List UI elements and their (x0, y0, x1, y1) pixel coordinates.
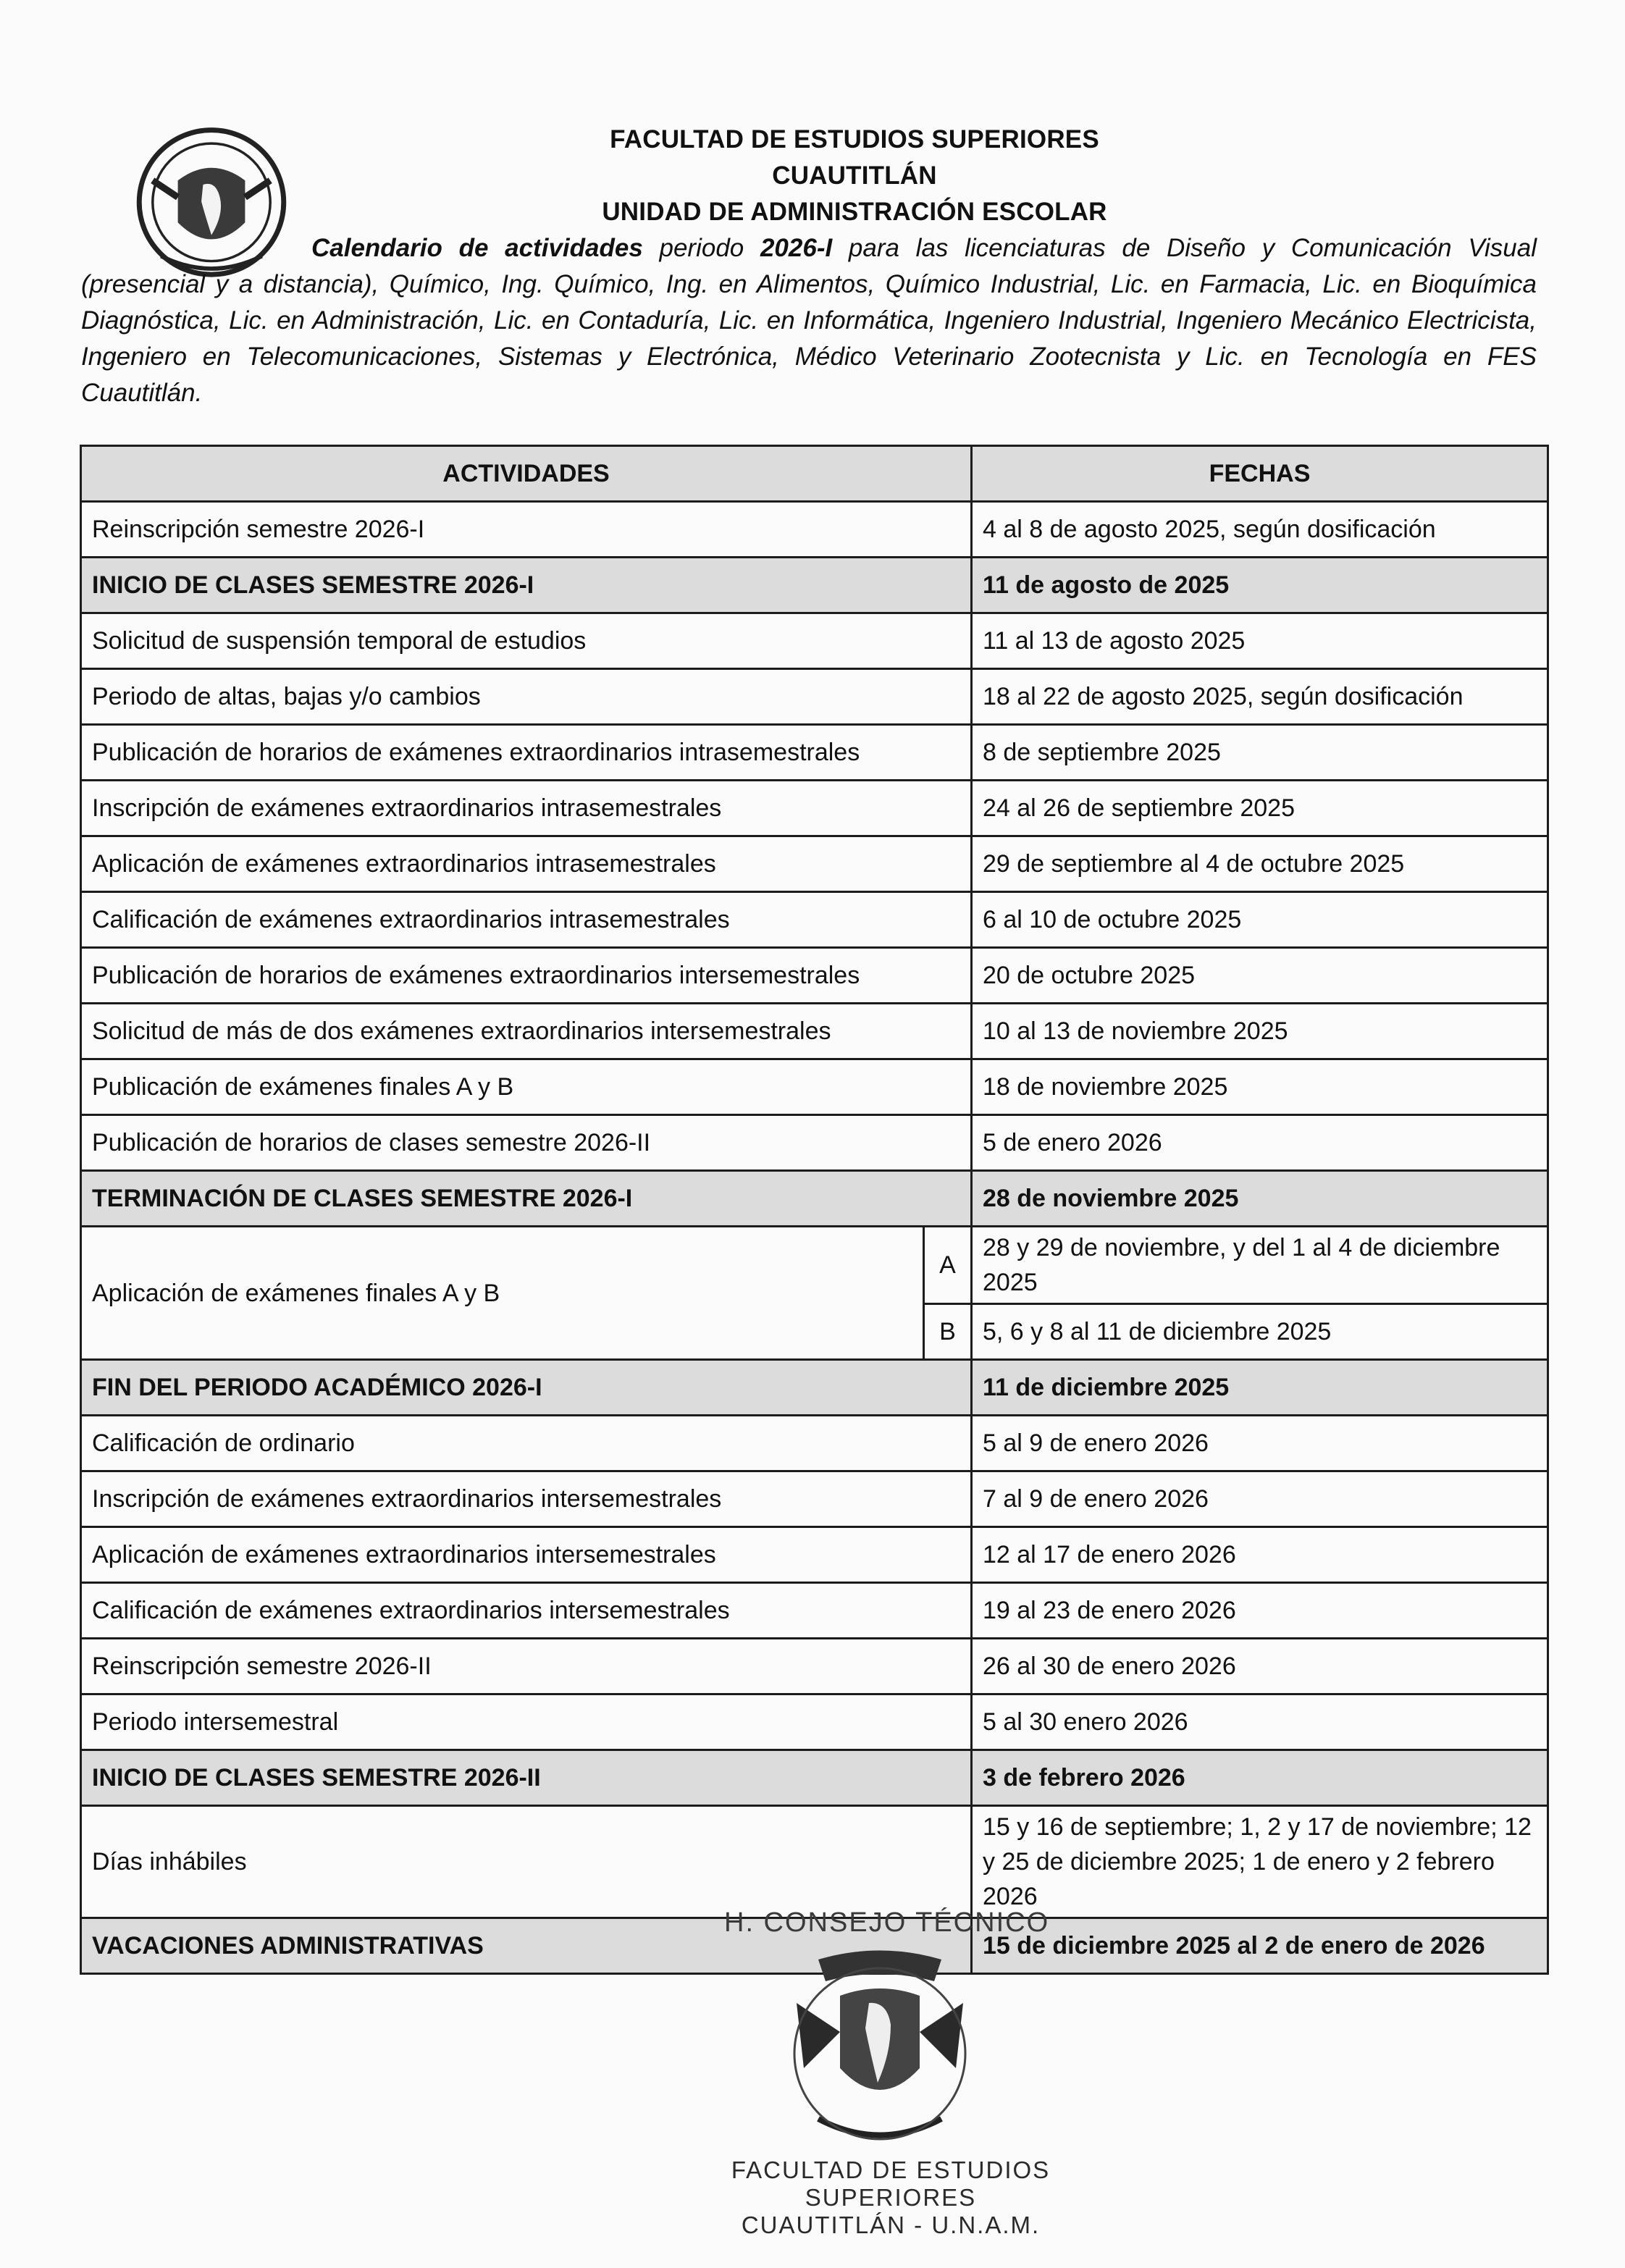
finals-block (81, 1227, 1548, 1360)
date-cell: 3 de febrero 2026 (972, 1750, 1548, 1806)
date-cell: 24 al 26 de septiembre 2025 (972, 781, 1548, 836)
activity-cell: VACACIONES ADMINISTRATIVAS (81, 1918, 972, 1974)
table-row (81, 948, 1548, 1004)
table-body-before (81, 502, 1548, 1227)
header-dates: FECHAS (972, 446, 1548, 502)
activity-cell: TERMINACIÓN DE CLASES SEMESTRE 2026-I (81, 1171, 972, 1227)
table-row (81, 1171, 1548, 1227)
intro-period-pre: periodo (642, 234, 760, 262)
date-cell: 6 al 10 de octubre 2025 (972, 892, 1548, 948)
table-row (81, 1583, 1548, 1639)
date-cell: 20 de octubre 2025 (972, 948, 1548, 1004)
date-cell: 26 al 30 de enero 2026 (972, 1639, 1548, 1694)
date-cell: 18 al 22 de agosto 2025, según dosificación (972, 669, 1548, 725)
finals-a-label: A (924, 1227, 972, 1304)
table-row (81, 1360, 1548, 1416)
finals-b-label: B (924, 1304, 972, 1360)
date-cell: 19 al 23 de enero 2026 (972, 1583, 1548, 1639)
date-cell: 11 al 13 de agosto 2025 (972, 613, 1548, 669)
stamp-line-3: CUAUTITLÁN - U.N.A.M. (741, 2212, 1041, 2238)
activity-cell: Periodo intersemestral (81, 1694, 972, 1750)
intro-period: 2026-I (760, 234, 833, 262)
activity-cell: INICIO DE CLASES SEMESTRE 2026-I (81, 558, 972, 613)
table-row (81, 613, 1548, 669)
activity-cell: Publicación de horarios de clases semestre 2026-II (81, 1115, 972, 1171)
activity-cell: Calificación de exámenes extraordinarios intersemestrales (81, 1583, 972, 1639)
activity-cell: Publicación de horarios de exámenes extraordinarios intrasemestrales (81, 725, 972, 781)
date-cell: 5 al 30 enero 2026 (972, 1694, 1548, 1750)
activity-cell: Reinscripción semestre 2026-I (81, 502, 972, 558)
table-body-after (81, 1360, 1548, 1974)
council-stamp-text: H. CONSEJO TÉCNICO (724, 1907, 1050, 1938)
date-cell: 28 de noviembre 2025 (972, 1171, 1548, 1227)
intro-paragraph (81, 230, 1537, 411)
activity-cell: Publicación de horarios de exámenes extraordinarios intersemestrales (81, 948, 972, 1004)
institution-title: FACULTAD DE ESTUDIOS SUPERIORES CUAUTITLÁN (610, 125, 1099, 190)
finals-a-date: 28 y 29 de noviembre, y del 1 al 4 de diciembre 2025 (972, 1227, 1548, 1304)
table-row (81, 502, 1548, 558)
activity-cell: Periodo de altas, bajas y/o cambios (81, 669, 972, 725)
table-row (81, 1471, 1548, 1527)
table-row (81, 669, 1548, 725)
activity-cell: Calificación de exámenes extraordinarios intrasemestrales (81, 892, 972, 948)
date-cell: 15 y 16 de septiembre; 1, 2 y 17 de noviembre; 12 y 25 de diciembre 2025; 1 de enero y 2 febrero 2026 (972, 1806, 1548, 1918)
activity-cell: Solicitud de suspensión temporal de estudios (81, 613, 972, 669)
table-row (81, 558, 1548, 613)
table-row (81, 1639, 1548, 1694)
table-header-row (81, 446, 1548, 502)
activity-cell: Reinscripción semestre 2026-II (81, 1639, 972, 1694)
unit-title: UNIDAD DE ADMINISTRACIÓN ESCOLAR (602, 198, 1107, 226)
date-cell: 18 de noviembre 2025 (972, 1059, 1548, 1115)
activity-cell: Aplicación de exámenes extraordinarios intersemestrales (81, 1527, 972, 1583)
table-row (81, 892, 1548, 948)
date-cell: 11 de agosto de 2025 (972, 558, 1548, 613)
table-row (81, 1059, 1548, 1115)
table-row (81, 1416, 1548, 1471)
table-row (81, 1694, 1548, 1750)
activity-cell: Días inhábiles (81, 1806, 972, 1918)
date-cell: 10 al 13 de noviembre 2025 (972, 1004, 1548, 1059)
intro-bold: Calendario de actividades (311, 234, 643, 262)
intro-text: para las licenciaturas de Diseño y Comunicación Visual (presencial y a distancia), Químico, Ing. Químico, Ing. en Alimentos, Químico Industrial, Lic. en Farmacia, Lic. en Bioquímica Diagnóstica, Lic. en Administración, Lic. en Contaduría, Lic. en Informática, Ingeniero Industrial, Ingeniero Mecánico Electricista, Ingeniero en Telecomunicaciones, Sistemas y Electrónica, Médico Veterinario Zootecnista y Lic. en Tecnología en FES Cuautitlán. (81, 234, 1537, 407)
finals-activity: Aplicación de exámenes finales A y B (81, 1227, 924, 1360)
stamp-line-2: SUPERIORES (805, 2184, 977, 2211)
date-cell: 5 al 9 de enero 2026 (972, 1416, 1548, 1471)
activity-cell: INICIO DE CLASES SEMESTRE 2026-II (81, 1750, 972, 1806)
stamp-footer (695, 2156, 1086, 2239)
date-cell: 29 de septiembre al 4 de octubre 2025 (972, 836, 1548, 892)
table-row-finals-a (81, 1227, 1548, 1304)
activity-cell: Aplicación de exámenes extraordinarios intrasemestrales (81, 836, 972, 892)
activity-cell: Solicitud de más de dos exámenes extraordinarios intersemestrales (81, 1004, 972, 1059)
finals-b-date: 5, 6 y 8 al 11 de diciembre 2025 (972, 1304, 1548, 1360)
activity-cell: Inscripción de exámenes extraordinarios intrasemestrales (81, 781, 972, 836)
table-row (81, 725, 1548, 781)
date-cell: 5 de enero 2026 (972, 1115, 1548, 1171)
activity-cell: Publicación de exámenes finales A y B (81, 1059, 972, 1115)
table-row (81, 1750, 1548, 1806)
table-row (81, 781, 1548, 836)
activity-cell: Calificación de ordinario (81, 1416, 972, 1471)
stamp-line-1: FACULTAD DE ESTUDIOS (731, 2156, 1051, 2183)
unam-stamp-seal (789, 1945, 970, 2155)
document-header (550, 122, 1159, 230)
activity-cell: FIN DEL PERIODO ACADÉMICO 2026-I (81, 1360, 972, 1416)
calendar-table (80, 445, 1549, 1975)
table-row (81, 1115, 1548, 1171)
table-row (81, 1806, 1548, 1918)
date-cell: 12 al 17 de enero 2026 (972, 1527, 1548, 1583)
header-activities: ACTIVIDADES (81, 446, 972, 502)
date-cell: 8 de septiembre 2025 (972, 725, 1548, 781)
table-row (81, 1527, 1548, 1583)
table-row (81, 1004, 1548, 1059)
date-cell: 11 de diciembre 2025 (972, 1360, 1548, 1416)
activity-cell: Inscripción de exámenes extraordinarios intersemestrales (81, 1471, 972, 1527)
date-cell: 15 de diciembre 2025 al 2 de enero de 2026 (972, 1918, 1548, 1974)
date-cell: 4 al 8 de agosto 2025, según dosificación (972, 502, 1548, 558)
table-row (81, 836, 1548, 892)
date-cell: 7 al 9 de enero 2026 (972, 1471, 1548, 1527)
